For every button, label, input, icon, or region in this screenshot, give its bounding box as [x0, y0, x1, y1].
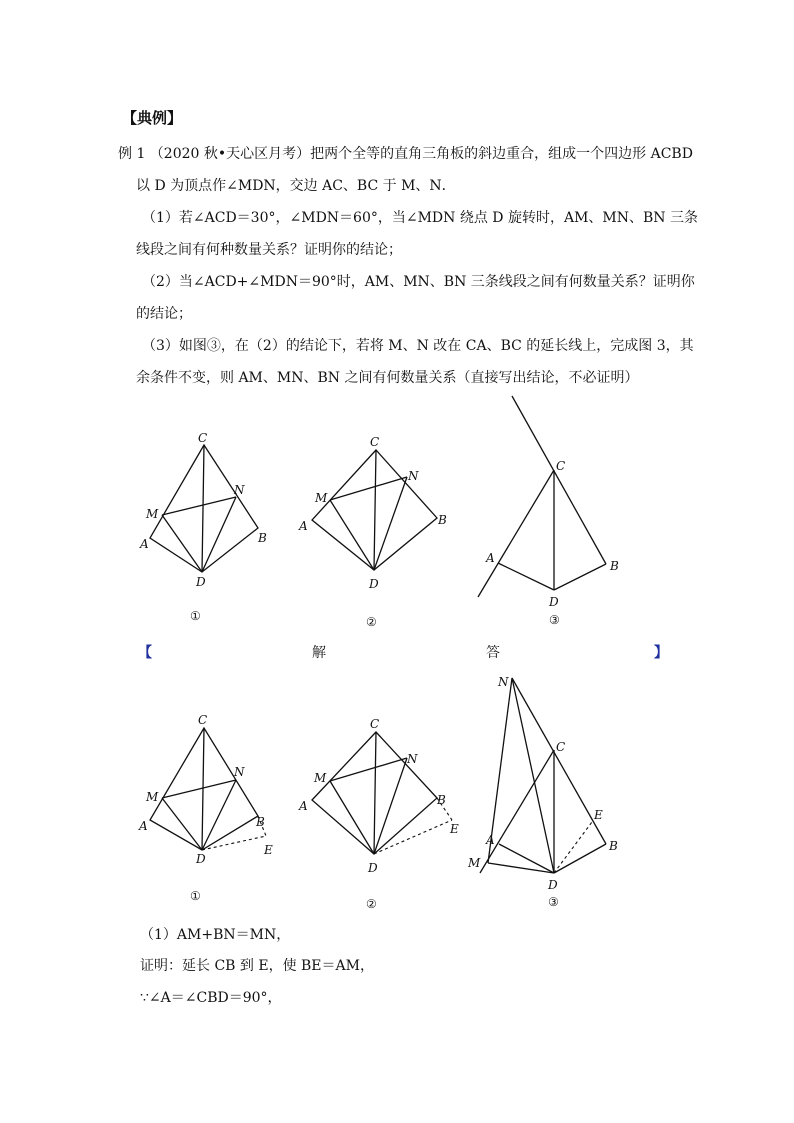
problem-figure-3 — [478, 396, 619, 627]
label-c: C — [556, 459, 566, 473]
label-c: C — [370, 435, 380, 449]
solution-figure-2 — [298, 717, 459, 911]
label-e: E — [450, 822, 459, 836]
solution-figure-3 — [467, 675, 618, 909]
figure-number-1: ① — [190, 889, 201, 903]
label-n: N — [234, 483, 245, 497]
part2-line-2: 的结论； — [136, 306, 192, 322]
problem-figure-2 — [298, 435, 447, 629]
solution-figure-1 — [138, 713, 273, 903]
problem-line-2: 以 D 为顶点作∠MDN，交边 AC、BC 于 M、N． — [136, 178, 456, 194]
part3-line-1: （3）如图③，在（2）的结论下，若将 M、N 改在 CA、BC 的延长线上，完成图 3，其 — [142, 338, 694, 354]
label-a: A — [486, 551, 495, 565]
label-m: M — [468, 856, 481, 870]
problem-line-1: 例 1 （2020 秋•天心区月考）把两个全等的直角三角板的斜边重合，组成一个四边形 ACBD — [118, 146, 693, 162]
label-a: A — [299, 519, 308, 533]
label-n: N — [407, 752, 418, 766]
label-n: N — [234, 765, 245, 779]
figure-number-1: ① — [190, 609, 201, 623]
label-m: M — [314, 771, 327, 785]
solution-line-2: 证明：延长 CB 到 E，使 BE＝AM， — [140, 958, 374, 974]
label-b: B — [256, 815, 265, 829]
label-b: B — [609, 839, 618, 853]
problem-figure-1 — [139, 431, 267, 623]
label-d: D — [549, 595, 559, 609]
label-d: D — [548, 878, 558, 892]
label-a: A — [139, 819, 148, 833]
label-b: B — [610, 559, 619, 573]
part1-line-1: （1）若∠ACD＝30°，∠MDN＝60°，当∠MDN 绕点 D 旋转时，AM、MN、BN 三条 — [142, 210, 698, 226]
label-d: D — [196, 575, 206, 589]
part1-line-2: 线段之间有何种数量关系？证明你的结论； — [136, 242, 402, 258]
label-c: C — [556, 740, 566, 754]
label-a: A — [486, 833, 495, 847]
solution-figures — [0, 668, 794, 913]
label-n: N — [498, 675, 509, 689]
label-a: A — [140, 537, 149, 551]
answer-bracket-close: 】 — [654, 645, 668, 661]
label-e: E — [594, 808, 603, 822]
label-a: A — [299, 799, 308, 813]
label-m: M — [146, 790, 159, 804]
label-c: C — [198, 431, 208, 445]
problem-figures — [0, 390, 794, 630]
label-m: M — [315, 491, 328, 505]
part2-line-1: （2）当∠ACD+∠MDN＝90°时，AM、MN、BN 三条线段之间有何数量关系？证明你 — [142, 274, 695, 290]
label-e: E — [264, 843, 273, 857]
figure-number-3: ③ — [548, 895, 559, 909]
answer-char-da: 答 — [486, 645, 500, 661]
answer-char-jie: 解 — [312, 645, 326, 661]
figure-number-3: ③ — [549, 613, 560, 627]
figure-number-2: ② — [366, 615, 377, 629]
label-c: C — [370, 717, 380, 731]
label-d: D — [368, 861, 378, 875]
label-b: B — [437, 793, 446, 807]
figure-number-2: ② — [366, 897, 377, 911]
answer-bracket-open: 【 — [138, 645, 152, 661]
label-d: D — [369, 577, 379, 591]
label-n: N — [408, 469, 419, 483]
label-c: C — [198, 713, 208, 727]
label-d: D — [196, 852, 206, 866]
label-b: B — [258, 531, 267, 545]
label-b: B — [438, 513, 447, 527]
solution-line-1: （1）AM+BN＝MN， — [140, 927, 291, 943]
solution-line-3: ∵∠A＝∠CBD＝90°， — [140, 990, 282, 1006]
part3-line-2: 余条件不变，则 AM、MN、BN 之间有何数量关系（直接写出结论，不必证明） — [136, 370, 639, 386]
label-m: M — [146, 507, 159, 521]
section-heading: 【典例】 — [122, 109, 183, 127]
